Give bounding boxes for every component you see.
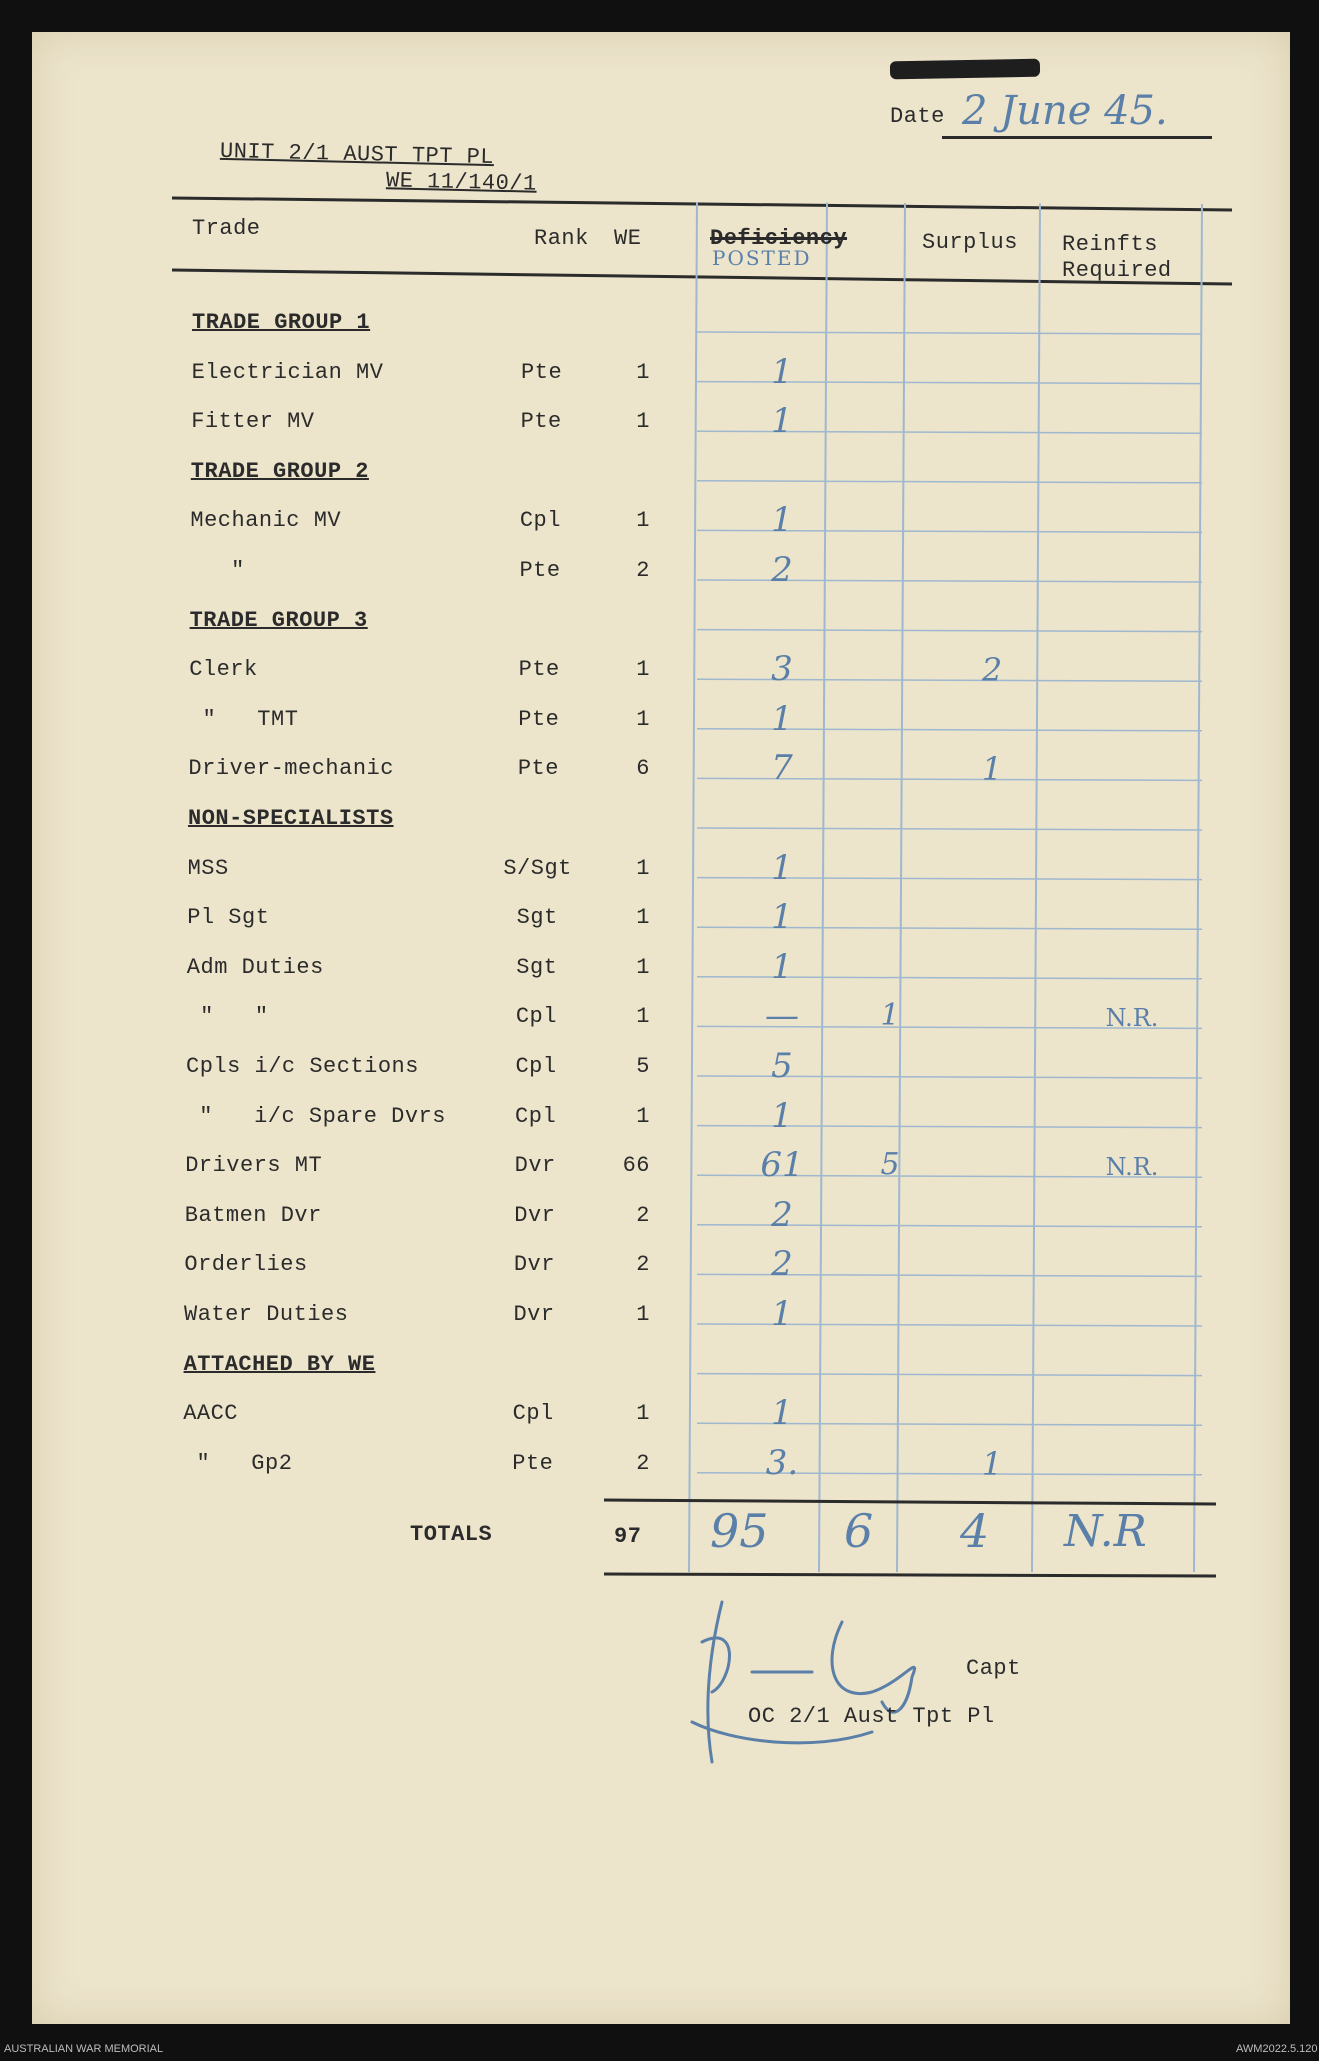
we-cell: 1 xyxy=(636,1103,650,1129)
footer-right: AWM2022.5.120 xyxy=(1236,2043,1318,2055)
grid-column-line xyxy=(1194,204,1202,1572)
totals-deficiency: 6 xyxy=(844,1504,874,1558)
we-cell: 1 xyxy=(636,1302,650,1327)
grid-column-line xyxy=(689,202,697,1572)
we-cell: 1 xyxy=(636,706,650,732)
rank-cell: Cpl xyxy=(515,1103,557,1129)
footer-left: AUSTRALIAN WAR MEMORIAL xyxy=(4,2043,164,2055)
totals-bottom-rule xyxy=(604,1574,1216,1576)
grid-row-line xyxy=(697,332,1202,334)
grid-row-line xyxy=(697,828,1202,830)
grid-row-line xyxy=(697,630,1202,632)
we-cell: 2 xyxy=(636,1252,650,1278)
rank-cell: Cpl xyxy=(515,1054,557,1079)
posted-cell: 1 xyxy=(771,1095,793,1136)
rank-cell: Pte xyxy=(512,1450,554,1476)
header-we: WE xyxy=(614,226,642,251)
rank-cell: Dvr xyxy=(513,1252,555,1278)
surplus-cell: 1 xyxy=(981,1444,1003,1483)
we-cell: 1 xyxy=(636,409,650,435)
rank-cell: Dvr xyxy=(514,1202,556,1228)
trade-cell: Fitter MV xyxy=(191,409,315,435)
group-heading: TRADE GROUP 2 xyxy=(190,458,369,484)
posted-cell: 1 xyxy=(771,847,793,888)
header-rank: Rank xyxy=(534,226,589,251)
we-cell: 1 xyxy=(636,1401,650,1427)
totals-surplus: 4 xyxy=(960,1504,990,1558)
totals-label: TOTALS xyxy=(410,1522,493,1547)
we-cell: 1 xyxy=(636,657,650,683)
group-heading: TRADE GROUP 3 xyxy=(189,607,368,633)
reinforcements-cell: N.R. xyxy=(1105,1004,1159,1033)
header-surplus: Surplus xyxy=(922,230,1018,255)
header-posted: POSTED xyxy=(712,246,812,270)
grid-row-line xyxy=(697,481,1202,483)
rank-cell: Pte xyxy=(520,409,562,435)
we-cell: 2 xyxy=(636,1202,650,1228)
we-cell: 1 xyxy=(636,359,650,385)
trade-cell: Driver-mechanic xyxy=(188,756,394,782)
trade-cell: " xyxy=(190,558,245,583)
posted-cell: 61 xyxy=(760,1145,804,1186)
surplus-cell: 1 xyxy=(981,750,1003,789)
trade-cell: Mechanic MV xyxy=(190,508,342,534)
trade-cell: Pl Sgt xyxy=(187,905,270,931)
posted-cell: — xyxy=(765,996,799,1037)
grid-column-line xyxy=(819,203,827,1573)
header-trade: Trade xyxy=(192,216,261,241)
group-heading: ATTACHED BY WE xyxy=(183,1351,376,1377)
posted-cell: 3. xyxy=(765,1442,799,1483)
header-deficiency: Deficiency xyxy=(710,226,848,251)
trade-cell: AACC xyxy=(183,1401,238,1427)
deficiency-cell: 1 xyxy=(880,998,900,1034)
rank-cell: Pte xyxy=(521,359,563,385)
trade-cell: Drivers MT xyxy=(185,1153,323,1179)
we-cell: 2 xyxy=(636,558,650,583)
posted-cell: 1 xyxy=(771,351,793,392)
rank-cell: Cpl xyxy=(519,508,561,534)
rank-cell: Dvr xyxy=(513,1302,555,1327)
posted-cell: 1 xyxy=(771,401,793,442)
posted-cell: 1 xyxy=(771,897,793,938)
trade-cell: " i/c Spare Dvrs xyxy=(185,1103,446,1129)
signature-scribble xyxy=(672,1582,952,1792)
rank-cell: Cpl xyxy=(512,1401,554,1427)
we-cell: 1 xyxy=(636,855,650,881)
we-cell: 1 xyxy=(636,954,650,980)
deficiency-cell: 5 xyxy=(880,1147,900,1183)
grid-column-line xyxy=(897,203,905,1572)
totals-reinforcements: N.R xyxy=(1064,1506,1147,1557)
trade-cell: Orderlies xyxy=(184,1252,308,1278)
posted-cell: 1 xyxy=(771,500,793,541)
group-heading: NON-SPECIALISTS xyxy=(188,806,394,831)
posted-cell: 1 xyxy=(771,1393,793,1434)
date-value: 2 June 45. xyxy=(962,88,1168,134)
rank-cell: Pte xyxy=(518,706,560,732)
we-reference: WE 11/140/1 xyxy=(385,168,537,197)
rank-cell: Cpl xyxy=(515,1004,557,1030)
trade-cell: Batmen Dvr xyxy=(184,1202,322,1228)
totals-top-rule xyxy=(604,1500,1216,1504)
posted-cell: 1 xyxy=(771,1294,793,1334)
we-cell: 2 xyxy=(636,1450,650,1476)
rank-cell: Sgt xyxy=(516,905,558,931)
reinforcements-cell: N.R. xyxy=(1105,1153,1159,1182)
trade-cell: MSS xyxy=(187,855,229,881)
trade-cell: " TMT xyxy=(188,706,299,732)
header-reinfts: Reinfts xyxy=(1062,232,1158,257)
we-cell: 1 xyxy=(636,508,650,534)
posted-cell: 2 xyxy=(771,1244,793,1285)
trade-cell: Water Duties xyxy=(184,1302,349,1327)
document-page xyxy=(32,32,1290,2024)
we-cell: 6 xyxy=(636,756,650,782)
posted-cell: 3 xyxy=(771,649,793,690)
signature-rank: Capt xyxy=(966,1656,1021,1681)
rank-cell: Dvr xyxy=(514,1153,556,1179)
header-top-rule xyxy=(172,198,1232,210)
date-label: Date xyxy=(890,104,945,129)
signature-line: OC 2/1 Aust Tpt Pl xyxy=(748,1704,995,1729)
totals-we: 97 xyxy=(614,1524,642,1549)
we-cell: 66 xyxy=(622,1153,650,1179)
grid-column-line xyxy=(1032,204,1040,1573)
posted-cell: 2 xyxy=(771,1194,793,1235)
rank-cell: S/Sgt xyxy=(503,855,572,881)
group-heading: TRADE GROUP 1 xyxy=(192,310,371,335)
rank-cell: Pte xyxy=(517,756,559,782)
posted-cell: 7 xyxy=(771,748,793,789)
posted-cell: 1 xyxy=(771,698,793,739)
posted-cell: 2 xyxy=(771,550,793,590)
rank-cell: Sgt xyxy=(516,954,558,980)
rank-cell: Pte xyxy=(518,657,560,683)
surplus-cell: 2 xyxy=(981,651,1003,690)
trade-cell: " Gp2 xyxy=(182,1450,293,1476)
rank-cell: Pte xyxy=(519,558,561,583)
trade-cell: Clerk xyxy=(189,657,258,683)
trade-cell: Electrician MV xyxy=(191,359,384,385)
posted-cell: 5 xyxy=(771,1046,793,1086)
date-underline xyxy=(942,136,1212,139)
posted-cell: 1 xyxy=(771,946,793,987)
we-cell: 1 xyxy=(636,905,650,931)
grid-row-line xyxy=(697,1374,1202,1376)
header-required: Required xyxy=(1062,258,1172,283)
trade-cell: Adm Duties xyxy=(186,954,324,980)
trade-cell: " " xyxy=(186,1004,269,1030)
we-cell: 5 xyxy=(636,1054,650,1079)
trade-cell: Cpls i/c Sections xyxy=(186,1054,419,1079)
we-cell: 1 xyxy=(636,1004,650,1030)
totals-posted: 95 xyxy=(710,1504,769,1558)
unit-line: UNIT 2/1 AUST TPT PL xyxy=(219,138,495,171)
redacted-stamp xyxy=(890,59,1040,80)
